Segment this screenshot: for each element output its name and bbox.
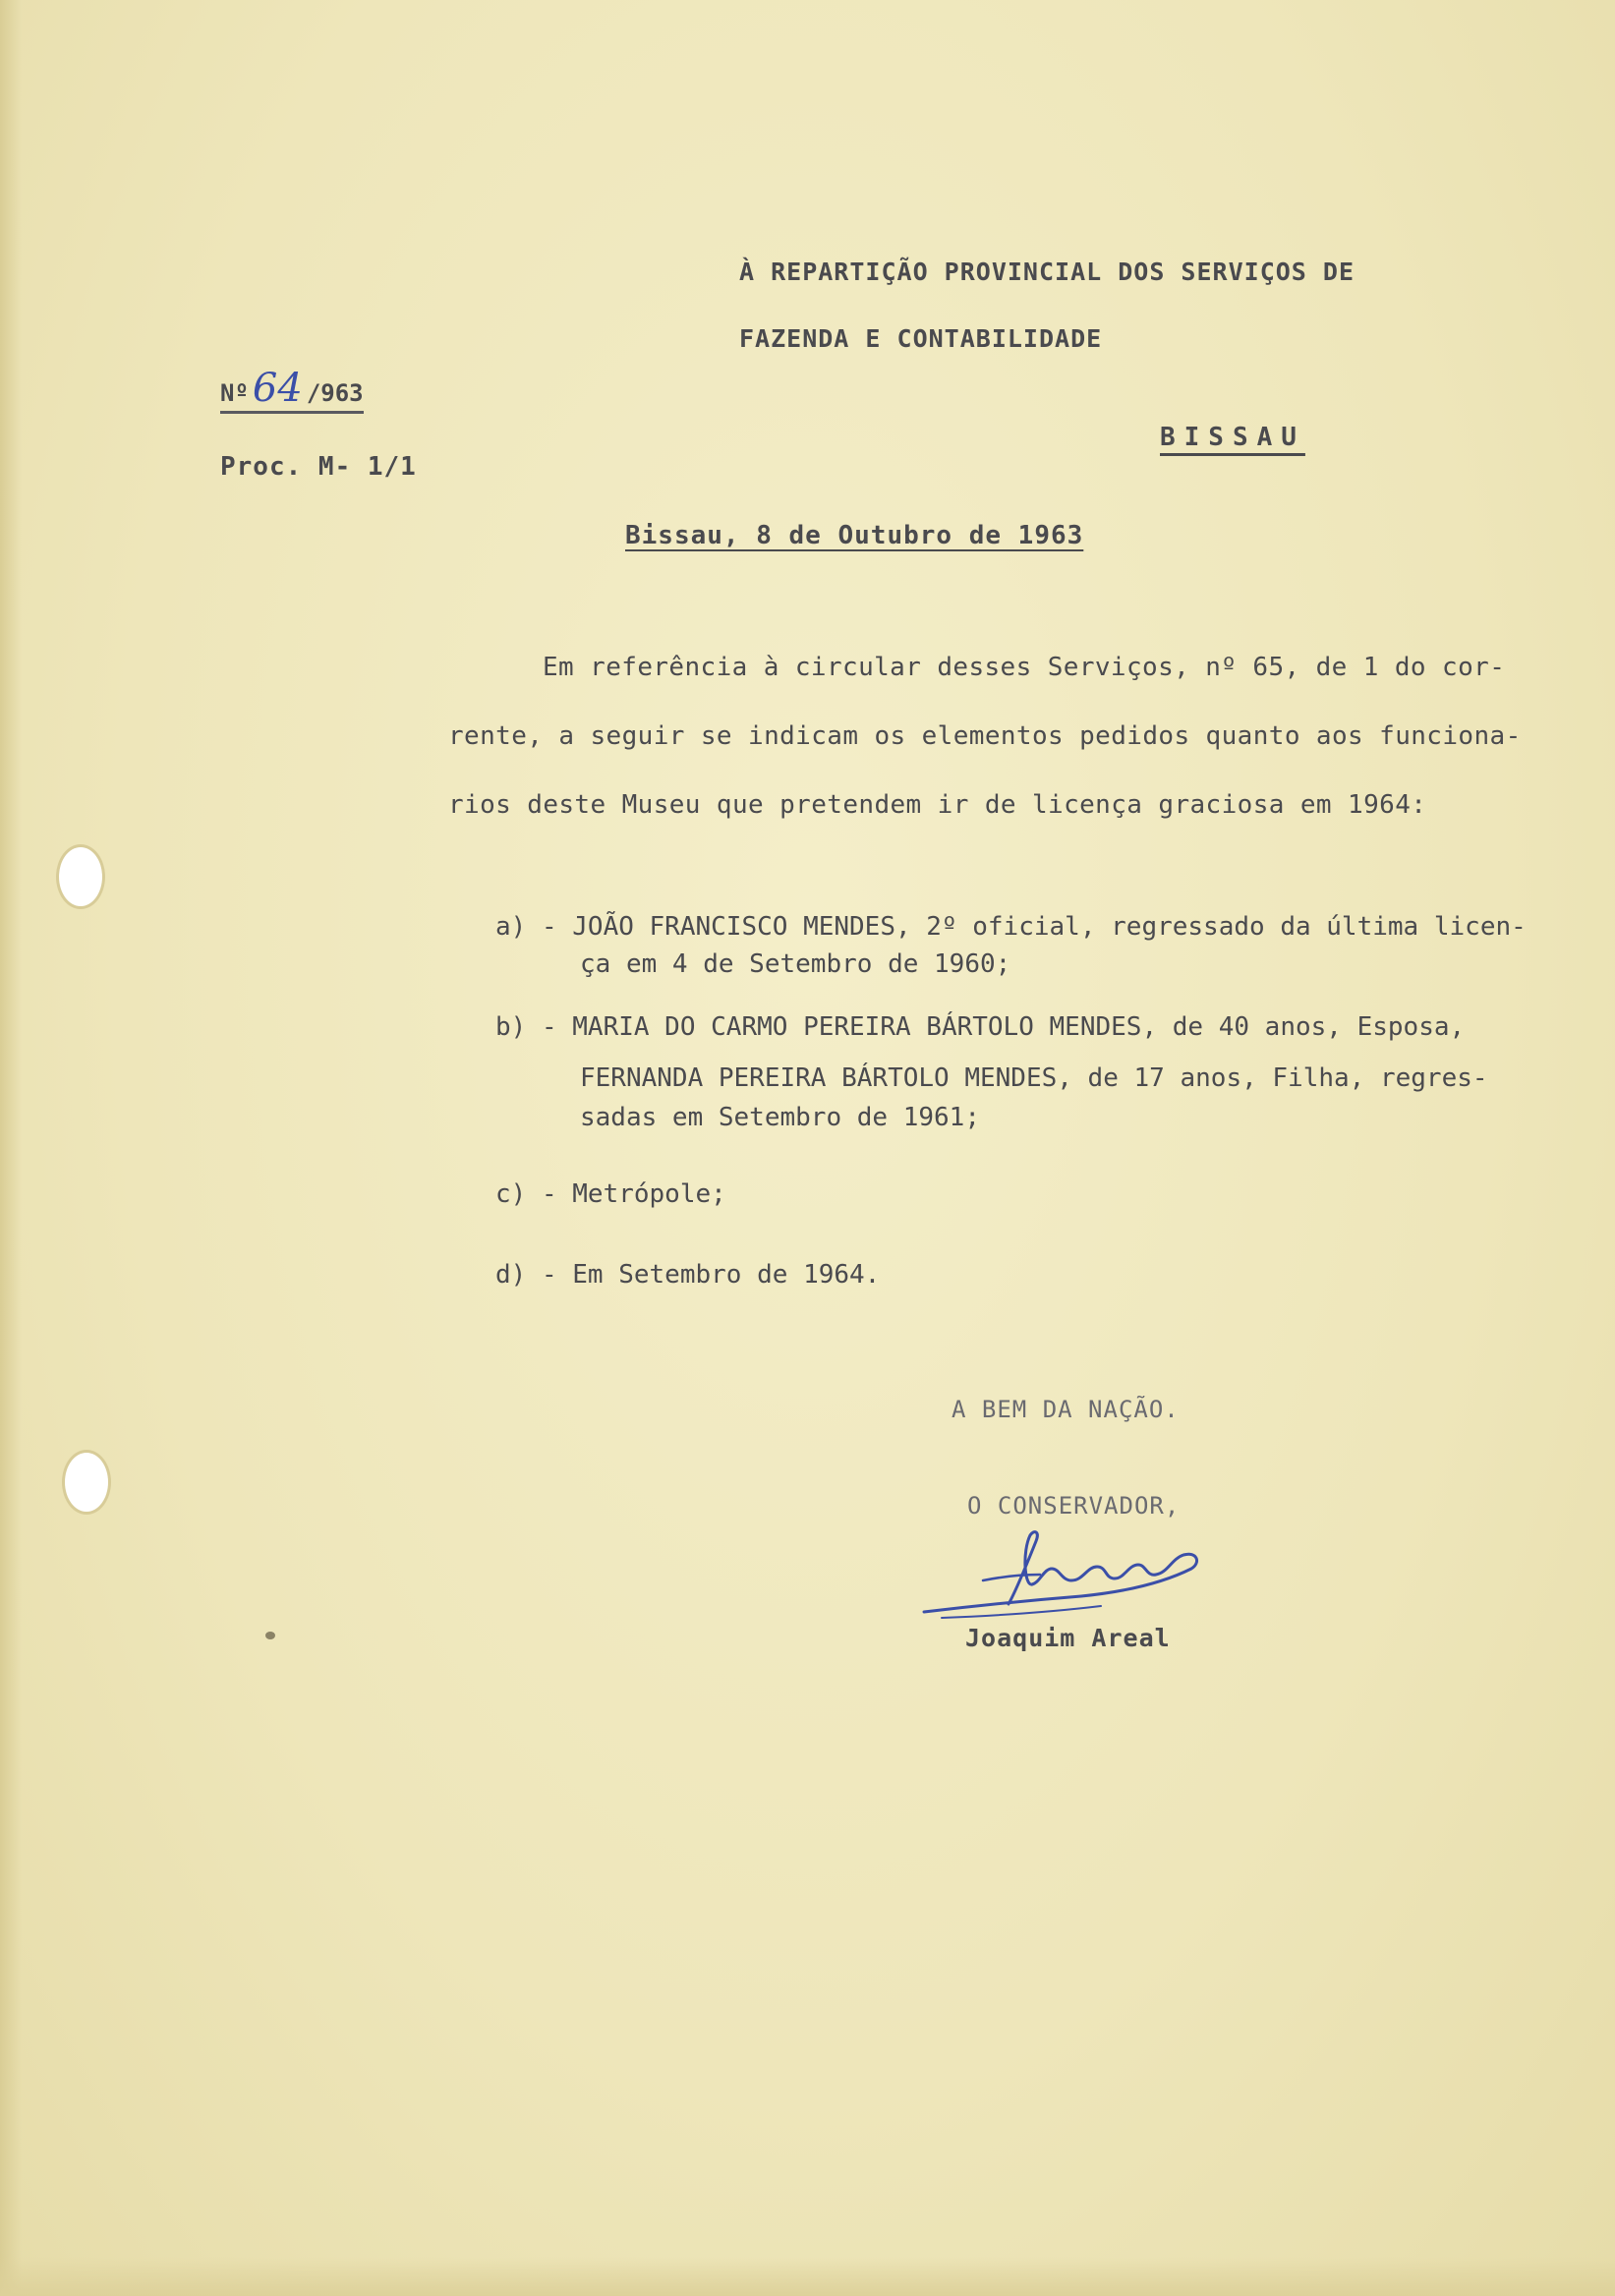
body-line-3: rios deste Museu que pretendem ir de licença graciosa em 1964:	[448, 790, 1427, 820]
item-d: d) - Em Setembro de 1964.	[495, 1260, 881, 1290]
signer-name: Joaquim Areal	[965, 1624, 1171, 1652]
item-b-line-2: FERNANDA PEREIRA BÁRTOLO MENDES, de 17 anos, Filha, regres-	[580, 1063, 1488, 1093]
punch-hole	[59, 847, 102, 906]
reference-number	[220, 366, 364, 414]
item-b-line-3: sadas em Setembro de 1961;	[580, 1103, 980, 1132]
recipient-line-2: FAZENDA E CONTABILIDADE	[739, 324, 1103, 353]
process-reference: Proc. M- 1/1	[220, 452, 417, 482]
body-line-2: rente, a seguir se indicam os elementos pedidos quanto aos funciona-	[448, 721, 1522, 751]
punch-hole	[65, 1453, 108, 1512]
handwritten-signature	[914, 1521, 1209, 1630]
reference-prefix: Nº	[220, 379, 249, 407]
reference-year: /963	[306, 379, 364, 407]
recipient-city: BISSAU	[1160, 423, 1305, 452]
paper-bottom-shadow	[0, 2257, 1615, 2296]
item-a-line-1: a) - JOÃO FRANCISCO MENDES, 2º oficial, regressado da última licen-	[495, 912, 1527, 942]
reference-handwritten-number: 64	[252, 366, 303, 411]
recipient-line-1: À REPARTIÇÃO PROVINCIAL DOS SERVIÇOS DE	[739, 258, 1355, 286]
item-c: c) - Metrópole;	[495, 1179, 726, 1209]
signer-title: O CONSERVADOR,	[967, 1492, 1181, 1520]
item-b-line-1: b) - MARIA DO CARMO PEREIRA BÁRTOLO MENDES, de 40 anos, Esposa,	[495, 1012, 1466, 1042]
paper-edge-shadow	[0, 0, 22, 2296]
letter-date: Bissau, 8 de Outubro de 1963	[625, 521, 1084, 550]
item-a-line-2: ça em 4 de Setembro de 1960;	[580, 949, 1011, 979]
closing-salutation: A BEM DA NAÇÃO.	[952, 1396, 1180, 1423]
paper-speck	[265, 1632, 275, 1639]
body-line-1: Em referência à circular desses Serviços, nº 65, de 1 do cor-	[543, 653, 1506, 682]
